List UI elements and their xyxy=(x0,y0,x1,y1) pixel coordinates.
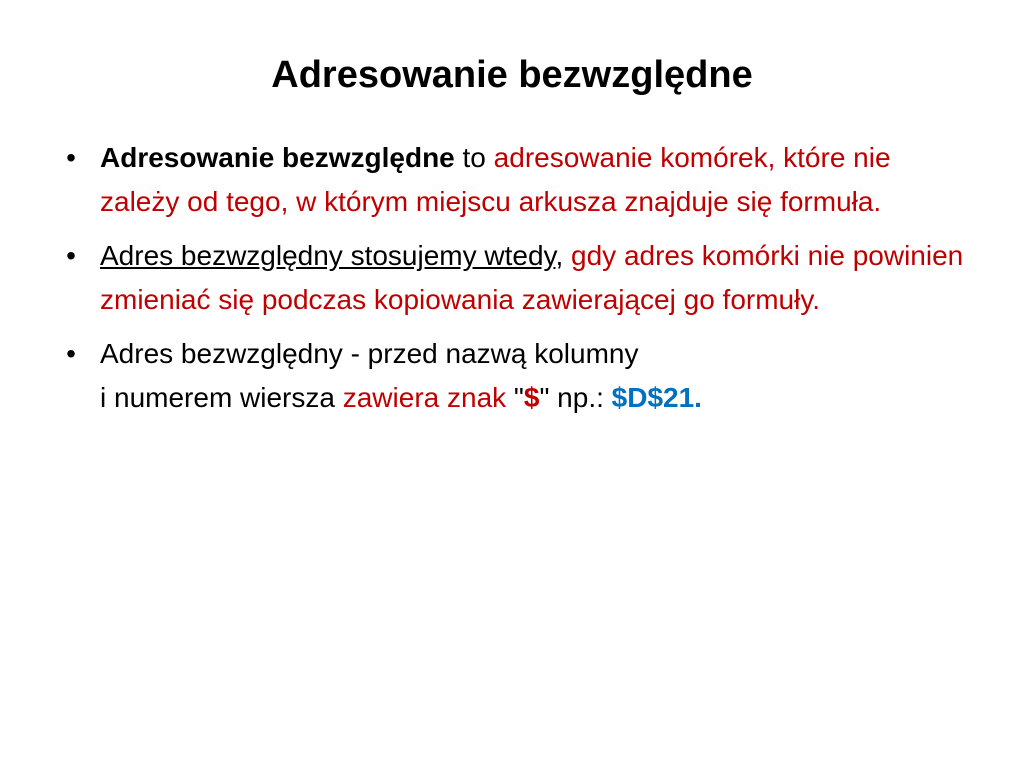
bullet-marker: • xyxy=(66,240,76,271)
usage-text: Adres bezwzględny stosujemy wtedy xyxy=(100,240,556,271)
definition-text: adresowanie komórek, które nie zależy od tego, w którym miejscu arkusza znajduje się formuła. xyxy=(100,142,891,217)
condition-text: gdy adres komórki nie powinien zmieniać się podczas kopiowania zawierającej go formuły. xyxy=(100,240,964,315)
term-text: Adresowanie bezwzględne xyxy=(100,142,455,173)
slide-title: Adresowanie bezwzględne xyxy=(271,54,753,96)
bullet-marker: • xyxy=(66,142,76,173)
quote-close: " xyxy=(539,382,550,413)
example-label: np.: xyxy=(549,382,612,413)
syntax-line-2-start: i numerem wiersza xyxy=(100,382,343,413)
example-address: $D$21. xyxy=(611,382,702,413)
quote-open: " xyxy=(513,382,524,413)
bullet-definition xyxy=(60,136,970,224)
comma-text: , xyxy=(555,240,572,271)
bullet-usage xyxy=(60,234,970,322)
syntax-line-1: Adres bezwzględny - przed nazwą kolumny xyxy=(100,338,639,369)
bullet-list xyxy=(60,136,970,430)
connector-text: to xyxy=(454,142,494,173)
bullet-marker: • xyxy=(66,338,76,369)
contains-text: zawiera znak xyxy=(342,382,514,413)
dollar-symbol: $ xyxy=(523,382,540,413)
bullet-syntax xyxy=(60,332,970,420)
